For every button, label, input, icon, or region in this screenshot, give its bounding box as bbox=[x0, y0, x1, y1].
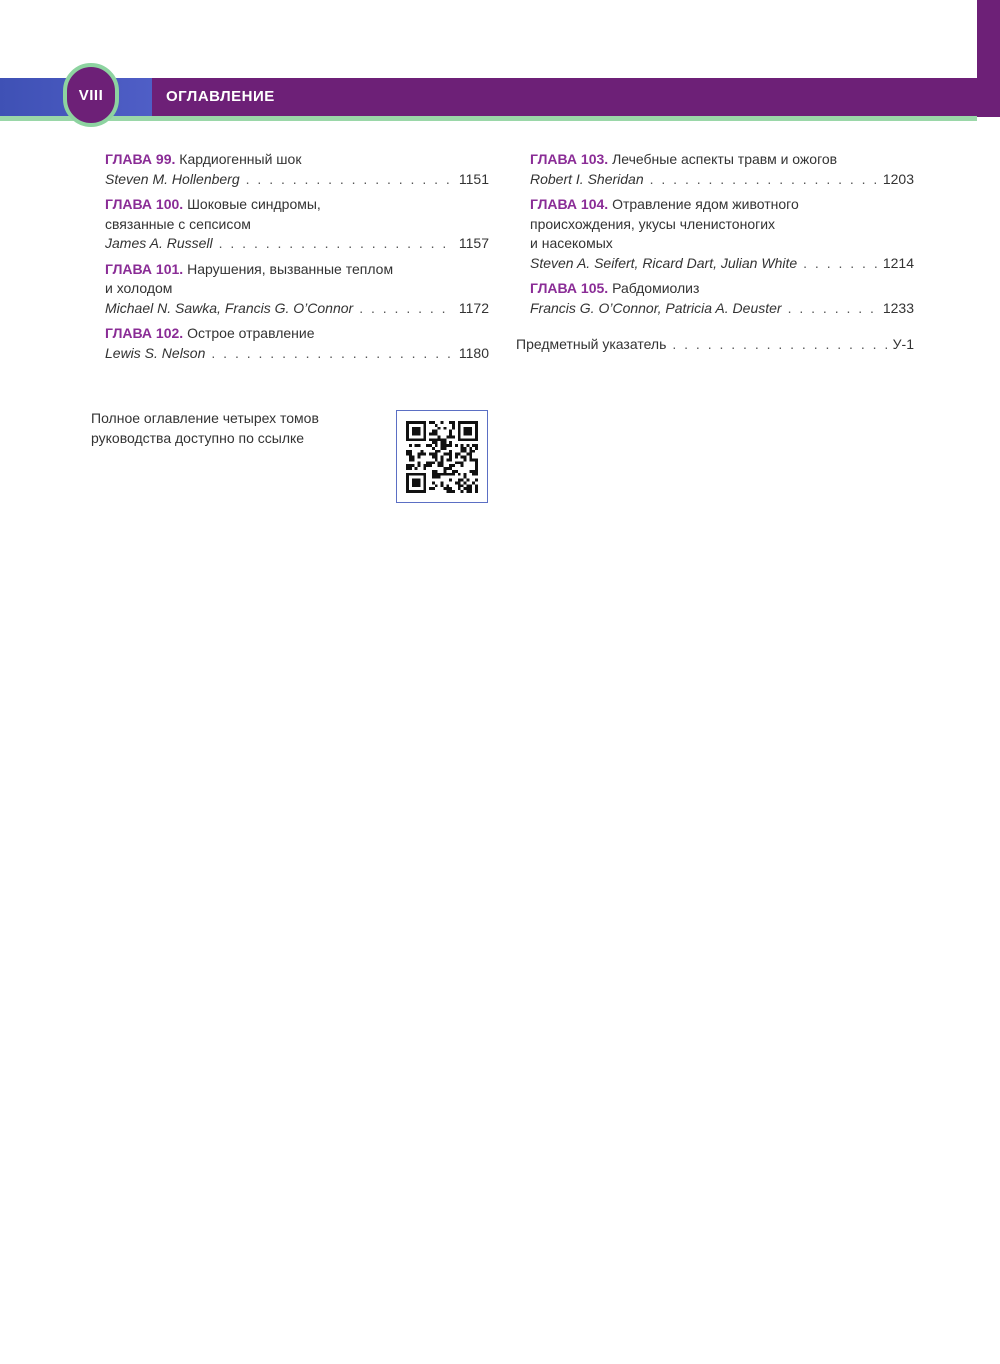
chapter-title-line: и насекомых bbox=[530, 235, 613, 251]
index-page: У-1 bbox=[892, 336, 914, 352]
qr-module bbox=[446, 458, 449, 461]
chapter-label: ГЛАВА 104. bbox=[530, 196, 609, 212]
qr-module bbox=[406, 467, 409, 470]
qr-module bbox=[458, 481, 461, 484]
qr-module bbox=[449, 421, 452, 424]
qr-module bbox=[435, 430, 438, 433]
qr-module bbox=[443, 467, 446, 470]
toc-entry[interactable] bbox=[530, 150, 914, 189]
qr-module bbox=[409, 450, 412, 453]
qr-module bbox=[443, 487, 446, 490]
chapter-title: Рабдомиолиз bbox=[612, 280, 700, 296]
qr-module bbox=[475, 487, 478, 490]
qr-module bbox=[423, 453, 426, 456]
chapter-title: Отравление ядом животного bbox=[612, 196, 799, 212]
qr-module bbox=[461, 464, 464, 467]
qr-module bbox=[449, 441, 452, 444]
qr-module bbox=[409, 467, 412, 470]
qr-module bbox=[475, 461, 478, 464]
qr-module bbox=[472, 470, 475, 473]
qr-module bbox=[432, 470, 435, 473]
qr-module bbox=[464, 450, 467, 453]
chapter-authors: Francis G. O’Connor, Patricia A. Deuster bbox=[530, 299, 782, 316]
qr-module bbox=[409, 444, 412, 447]
qr-module bbox=[435, 424, 438, 427]
qr-module bbox=[449, 490, 452, 493]
chapter-page: 1214 bbox=[882, 254, 914, 271]
qr-module bbox=[441, 456, 444, 459]
qr-module bbox=[443, 470, 446, 473]
qr-module bbox=[420, 453, 423, 456]
qr-module bbox=[429, 433, 432, 436]
qr-module bbox=[438, 450, 441, 453]
qr-module bbox=[406, 453, 409, 456]
qr-module bbox=[461, 447, 464, 450]
qr-module bbox=[452, 490, 455, 493]
qr-module bbox=[441, 464, 444, 467]
page-title: ОГЛАВЛЕНИЕ bbox=[166, 88, 275, 105]
qr-module bbox=[441, 441, 444, 444]
qr-module bbox=[452, 470, 455, 473]
qr-module bbox=[452, 424, 455, 427]
chapter-label: ГЛАВА 102. bbox=[105, 325, 184, 341]
qr-module bbox=[420, 450, 423, 453]
note-line: руководства доступно по ссылке bbox=[91, 430, 305, 446]
qr-module bbox=[472, 444, 475, 447]
qr-module bbox=[432, 441, 435, 444]
qr-module bbox=[455, 481, 458, 484]
chapter-authors: James A. Russell bbox=[105, 235, 213, 251]
qr-module bbox=[435, 450, 438, 453]
qr-module bbox=[455, 461, 458, 464]
qr-module bbox=[475, 464, 478, 467]
qr-module bbox=[449, 453, 452, 456]
qr-module bbox=[435, 438, 438, 441]
qr-module bbox=[443, 441, 446, 444]
qr-module bbox=[449, 473, 452, 476]
toc-entry[interactable] bbox=[105, 260, 489, 319]
qr-module bbox=[466, 479, 469, 482]
qr-module bbox=[441, 461, 444, 464]
qr-module bbox=[455, 444, 458, 447]
qr-module bbox=[443, 438, 446, 441]
qr-module bbox=[418, 444, 421, 447]
index-entry[interactable] bbox=[516, 336, 914, 352]
qr-module bbox=[446, 453, 449, 456]
qr-module bbox=[472, 481, 475, 484]
qr-module bbox=[441, 473, 444, 476]
chapter-page: 1157 bbox=[458, 235, 489, 251]
qr-module bbox=[412, 427, 421, 436]
qr-module bbox=[455, 456, 458, 459]
qr-module bbox=[469, 490, 472, 493]
qr-module bbox=[418, 464, 421, 467]
qr-module bbox=[435, 453, 438, 456]
chapter-title-line: происхождения, укусы членистоногих bbox=[530, 215, 776, 232]
qr-module bbox=[449, 430, 452, 433]
qr-code-frame[interactable] bbox=[396, 410, 488, 503]
qr-module bbox=[441, 421, 444, 424]
qr-module bbox=[432, 433, 435, 436]
qr-module bbox=[409, 456, 412, 459]
leader-dots bbox=[246, 170, 453, 190]
qr-module bbox=[464, 427, 473, 436]
chapter-page: 1233 bbox=[882, 299, 914, 316]
index-label: Предметный указатель bbox=[516, 336, 667, 352]
chapter-title: Нарушения, вызванные теплом bbox=[187, 260, 394, 277]
chapter-page: 1151 bbox=[458, 170, 489, 187]
qr-module bbox=[412, 464, 415, 467]
qr-module bbox=[432, 476, 435, 479]
qr-module bbox=[432, 481, 435, 484]
qr-module bbox=[441, 458, 444, 461]
qr-module bbox=[472, 458, 475, 461]
qr-module bbox=[461, 461, 464, 464]
qr-module bbox=[458, 461, 461, 464]
chapter-title: Острое отравление bbox=[187, 325, 315, 341]
qr-module bbox=[415, 467, 418, 470]
leader-dots bbox=[788, 299, 877, 319]
qr-module bbox=[432, 430, 435, 433]
qr-module bbox=[452, 435, 455, 438]
qr-module bbox=[418, 456, 421, 459]
qr-module bbox=[409, 464, 412, 467]
qr-module bbox=[449, 458, 452, 461]
qr-module bbox=[432, 487, 435, 490]
qr-module bbox=[449, 467, 452, 470]
qr-module bbox=[441, 481, 444, 484]
qr-module bbox=[472, 473, 475, 476]
chapter-authors: Michael N. Sawka, Francis G. O’Connor bbox=[105, 299, 354, 316]
qr-module bbox=[429, 464, 432, 467]
qr-module bbox=[443, 453, 446, 456]
qr-module bbox=[472, 450, 475, 453]
qr-module bbox=[449, 435, 452, 438]
qr-module bbox=[475, 444, 478, 447]
qr-module bbox=[464, 458, 467, 461]
qr-module bbox=[475, 484, 478, 487]
chapter-label: ГЛАВА 99. bbox=[105, 151, 176, 167]
qr-module bbox=[438, 427, 441, 430]
leader-dots bbox=[803, 254, 877, 274]
qr-module bbox=[438, 461, 441, 464]
qr-module bbox=[461, 444, 464, 447]
qr-module bbox=[432, 456, 435, 459]
chapter-title: Кардиогенный шок bbox=[179, 151, 302, 167]
qr-module bbox=[438, 435, 441, 438]
qr-module bbox=[469, 458, 472, 461]
qr-module bbox=[406, 450, 409, 453]
qr-module bbox=[461, 479, 464, 482]
qr-module bbox=[426, 461, 429, 464]
qr-module bbox=[432, 438, 435, 441]
qr-module bbox=[455, 453, 458, 456]
chapter-page: 1180 bbox=[458, 344, 489, 361]
qr-module bbox=[452, 427, 455, 430]
qr-module bbox=[432, 421, 435, 424]
leader-dots bbox=[650, 170, 877, 190]
leader-dots bbox=[211, 344, 453, 364]
qr-module bbox=[435, 458, 438, 461]
qr-module bbox=[464, 487, 467, 490]
qr-module bbox=[418, 461, 421, 464]
qr-module bbox=[475, 467, 478, 470]
qr-module bbox=[446, 490, 449, 493]
qr-module bbox=[464, 476, 467, 479]
toc-entry[interactable] bbox=[105, 150, 489, 189]
qr-module bbox=[418, 453, 421, 456]
qr-module bbox=[464, 456, 467, 459]
qr-module bbox=[466, 484, 469, 487]
qr-module bbox=[464, 481, 467, 484]
chapter-authors: Steven A. Seifert, Ricard Dart, Julian White bbox=[530, 254, 798, 271]
qr-module bbox=[446, 473, 449, 476]
qr-module bbox=[466, 487, 469, 490]
qr-module bbox=[432, 453, 435, 456]
chapter-authors: Steven M. Hollenberg bbox=[105, 170, 240, 187]
qr-module bbox=[475, 473, 478, 476]
qr-module bbox=[432, 461, 435, 464]
qr-module bbox=[469, 450, 472, 453]
qr-module bbox=[446, 487, 449, 490]
qr-module bbox=[435, 484, 438, 487]
qr-module bbox=[446, 467, 449, 470]
qr-module bbox=[466, 490, 469, 493]
qr-module bbox=[449, 479, 452, 482]
qr-module bbox=[435, 444, 438, 447]
qr-module bbox=[464, 473, 467, 476]
qr-module bbox=[409, 453, 412, 456]
qr-module bbox=[469, 470, 472, 473]
qr-module bbox=[475, 458, 478, 461]
qr-module bbox=[446, 444, 449, 447]
chapter-title: Лечебные аспекты травм и ожогов bbox=[612, 151, 838, 167]
qr-module bbox=[449, 456, 452, 459]
qr-module bbox=[466, 444, 469, 447]
qr-module bbox=[426, 444, 429, 447]
qr-module bbox=[452, 421, 455, 424]
qr-module bbox=[443, 444, 446, 447]
qr-module bbox=[412, 458, 415, 461]
chapter-page: 1203 bbox=[882, 170, 914, 187]
header-green-rule bbox=[0, 116, 977, 121]
toc-entry[interactable] bbox=[530, 195, 914, 273]
leader-dots bbox=[219, 234, 453, 254]
leader-dots bbox=[359, 299, 453, 319]
qr-module bbox=[443, 427, 446, 430]
page-number-badge bbox=[63, 63, 119, 127]
qr-module bbox=[438, 464, 441, 467]
chapter-title: Шоковые синдромы, bbox=[187, 196, 321, 212]
qr-module bbox=[461, 450, 464, 453]
qr-module bbox=[415, 444, 418, 447]
qr-module bbox=[429, 438, 432, 441]
qr-module bbox=[466, 453, 469, 456]
qr-module bbox=[469, 447, 472, 450]
chapter-label: ГЛАВА 100. bbox=[105, 196, 184, 212]
full-toc-note bbox=[91, 408, 381, 448]
qr-module bbox=[412, 479, 421, 488]
qr-module bbox=[458, 473, 461, 476]
qr-module bbox=[438, 473, 441, 476]
qr-module bbox=[475, 470, 478, 473]
qr-module bbox=[432, 447, 435, 450]
qr-module bbox=[449, 444, 452, 447]
leader-dots bbox=[672, 336, 886, 352]
qr-module bbox=[461, 490, 464, 493]
qr-module bbox=[443, 473, 446, 476]
qr-module bbox=[426, 464, 429, 467]
qr-module bbox=[429, 444, 432, 447]
qr-module bbox=[412, 456, 415, 459]
qr-module bbox=[469, 484, 472, 487]
qr-module bbox=[452, 473, 455, 476]
toc-entry[interactable] bbox=[105, 324, 489, 363]
qr-module bbox=[429, 461, 432, 464]
qr-module bbox=[446, 435, 449, 438]
qr-module bbox=[438, 438, 441, 441]
chapter-authors: Robert I. Sheridan bbox=[530, 170, 644, 187]
qr-module bbox=[452, 464, 455, 467]
qr-module bbox=[475, 479, 478, 482]
qr-module bbox=[406, 464, 409, 467]
qr-module bbox=[458, 484, 461, 487]
qr-module bbox=[423, 464, 426, 467]
qr-module bbox=[458, 487, 461, 490]
qr-module bbox=[449, 487, 452, 490]
qr-module bbox=[429, 421, 432, 424]
qr-module bbox=[435, 441, 438, 444]
chapter-authors: Lewis S. Nelson bbox=[105, 344, 206, 361]
qr-module bbox=[449, 450, 452, 453]
qr-module bbox=[435, 476, 438, 479]
qr-module bbox=[458, 479, 461, 482]
qr-module bbox=[435, 473, 438, 476]
qr-module bbox=[449, 433, 452, 436]
qr-module bbox=[455, 470, 458, 473]
qr-module bbox=[441, 484, 444, 487]
chapter-label: ГЛАВА 103. bbox=[530, 151, 609, 167]
qr-module bbox=[443, 447, 446, 450]
qr-module bbox=[435, 470, 438, 473]
qr-module bbox=[432, 473, 435, 476]
chapter-title-line: связанные с сепсисом bbox=[105, 215, 251, 232]
toc-entry[interactable] bbox=[105, 195, 489, 254]
qr-module bbox=[449, 464, 452, 467]
qr-module bbox=[461, 484, 464, 487]
qr-module bbox=[446, 484, 449, 487]
qr-module bbox=[435, 456, 438, 459]
chapter-page: 1172 bbox=[458, 299, 489, 316]
qr-module bbox=[438, 476, 441, 479]
chapter-title-line: и холодом bbox=[105, 280, 173, 296]
qr-module bbox=[441, 447, 444, 450]
qr-module bbox=[429, 487, 432, 490]
qr-module bbox=[464, 447, 467, 450]
side-color-strip bbox=[977, 0, 1000, 117]
qr-module bbox=[423, 467, 426, 470]
qr-module bbox=[469, 453, 472, 456]
qr-module bbox=[441, 438, 444, 441]
toc-entry[interactable] bbox=[530, 279, 914, 318]
qr-module bbox=[461, 456, 464, 459]
qr-module bbox=[435, 433, 438, 436]
qr-module bbox=[469, 456, 472, 459]
chapter-label: ГЛАВА 101. bbox=[105, 260, 184, 277]
qr-module bbox=[458, 453, 461, 456]
toc-column-right bbox=[530, 150, 914, 324]
chapter-label: ГЛАВА 105. bbox=[530, 280, 609, 296]
page-number: VIII bbox=[78, 86, 104, 104]
qr-module bbox=[409, 458, 412, 461]
toc-column-left bbox=[105, 150, 489, 369]
qr-module bbox=[441, 444, 444, 447]
qr-module bbox=[429, 453, 432, 456]
qr-module bbox=[475, 447, 478, 450]
qr-module bbox=[469, 487, 472, 490]
qr-code-icon bbox=[406, 421, 478, 493]
note-line: Полное оглавление четырех томов bbox=[91, 410, 319, 426]
qr-module bbox=[475, 490, 478, 493]
